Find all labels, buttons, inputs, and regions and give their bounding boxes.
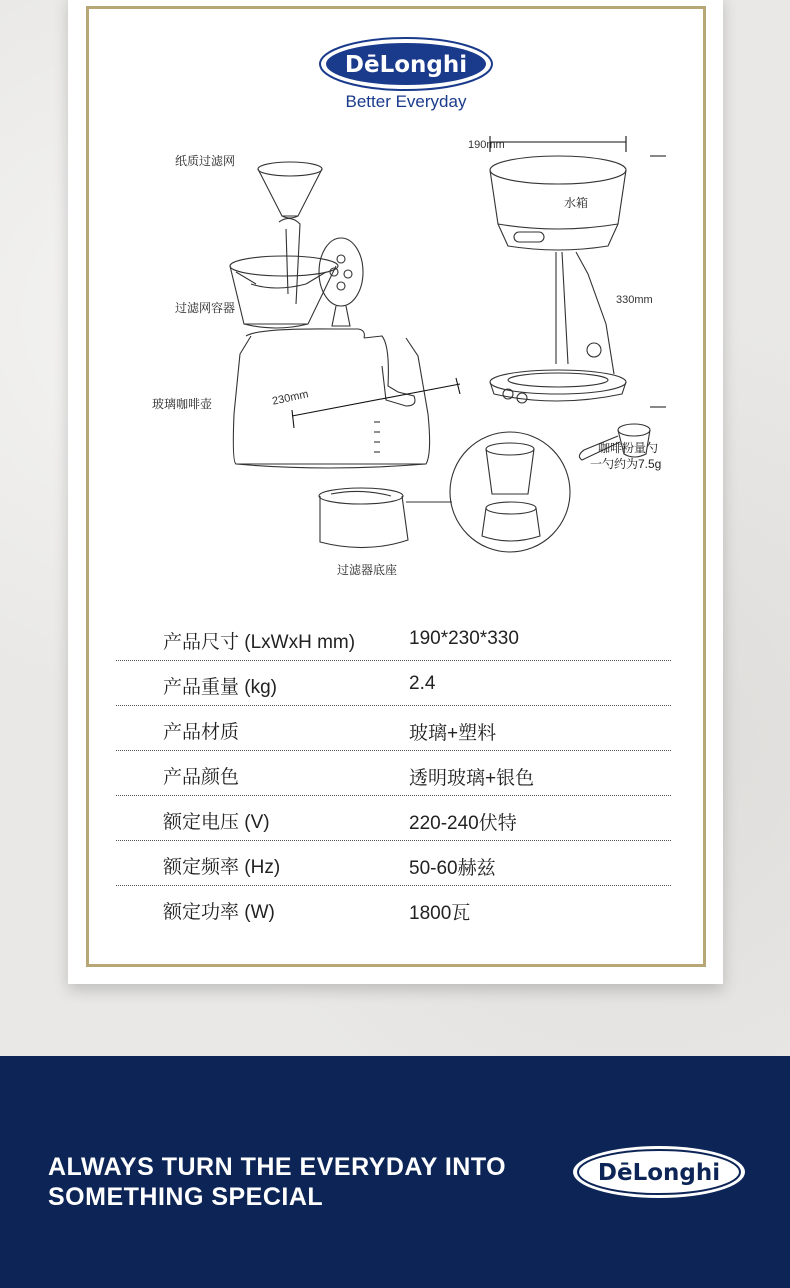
svg-text:DēLonghi: DēLonghi (344, 52, 468, 78)
spec-value: 玻璃+塑料 (409, 723, 497, 744)
product-diagram (136, 124, 666, 584)
dim-width: 190mm (468, 139, 505, 151)
dim-height: 330mm (616, 294, 653, 306)
spec-table (116, 616, 671, 930)
spec-value: 220-240伏特 (409, 813, 517, 834)
filter-base-drawing (319, 432, 570, 552)
slogan-line2: SOMETHING SPECIAL (48, 1183, 324, 1211)
spec-label: 额定电压 (V) (163, 812, 270, 833)
filter-holder-drawing (230, 218, 363, 328)
delonghi-logo (318, 36, 494, 92)
footer-slogan (48, 1152, 506, 1212)
spec-value: 190*230*330 (409, 628, 519, 649)
spec-value: 50-60赫兹 (409, 858, 496, 879)
spec-value: 1800瓦 (409, 903, 471, 924)
label-filter-holder: 过滤网容器 (175, 301, 236, 315)
spec-label: 产品尺寸 (LxWxH mm) (163, 632, 356, 653)
spec-row (116, 661, 671, 706)
spec-label: 额定功率 (W) (163, 902, 275, 923)
delonghi-logo-footer (571, 1144, 747, 1200)
spec-label: 额定频率 (Hz) (163, 857, 281, 878)
slogan-line1: ALWAYS TURN THE EVERYDAY INTO (48, 1153, 507, 1181)
glass-pot-drawing (233, 329, 460, 468)
coffee-maker-drawing (490, 136, 666, 407)
spec-label: 产品材质 (163, 722, 240, 743)
label-paper-filter: 纸质过滤网 (175, 154, 236, 168)
spec-value: 2.4 (409, 673, 436, 694)
spec-row (116, 751, 671, 796)
dim-depth: 230mm (271, 388, 310, 408)
spec-label: 产品重量 (kg) (163, 677, 278, 698)
spec-row (116, 706, 671, 751)
svg-text:DēLonghi: DēLonghi (597, 1160, 721, 1186)
label-scoop-line1: 咖啡粉量勺 (598, 441, 659, 455)
label-filter-base: 过滤器底座 (337, 563, 398, 577)
label-water-tank: 水箱 (564, 196, 589, 210)
spec-row (116, 841, 671, 886)
spec-row (116, 616, 671, 661)
footer-banner (0, 1056, 790, 1288)
spec-row (116, 886, 671, 930)
spec-row (116, 796, 671, 841)
spec-value: 透明玻璃+银色 (409, 768, 535, 789)
label-scoop-line2: 一勺约为7.5g (590, 457, 662, 471)
paper-filter-drawing (258, 162, 322, 218)
label-glass-pot: 玻璃咖啡壶 (152, 397, 213, 411)
spec-label: 产品颜色 (163, 767, 240, 788)
brand-tagline: Better Everyday (345, 92, 467, 111)
